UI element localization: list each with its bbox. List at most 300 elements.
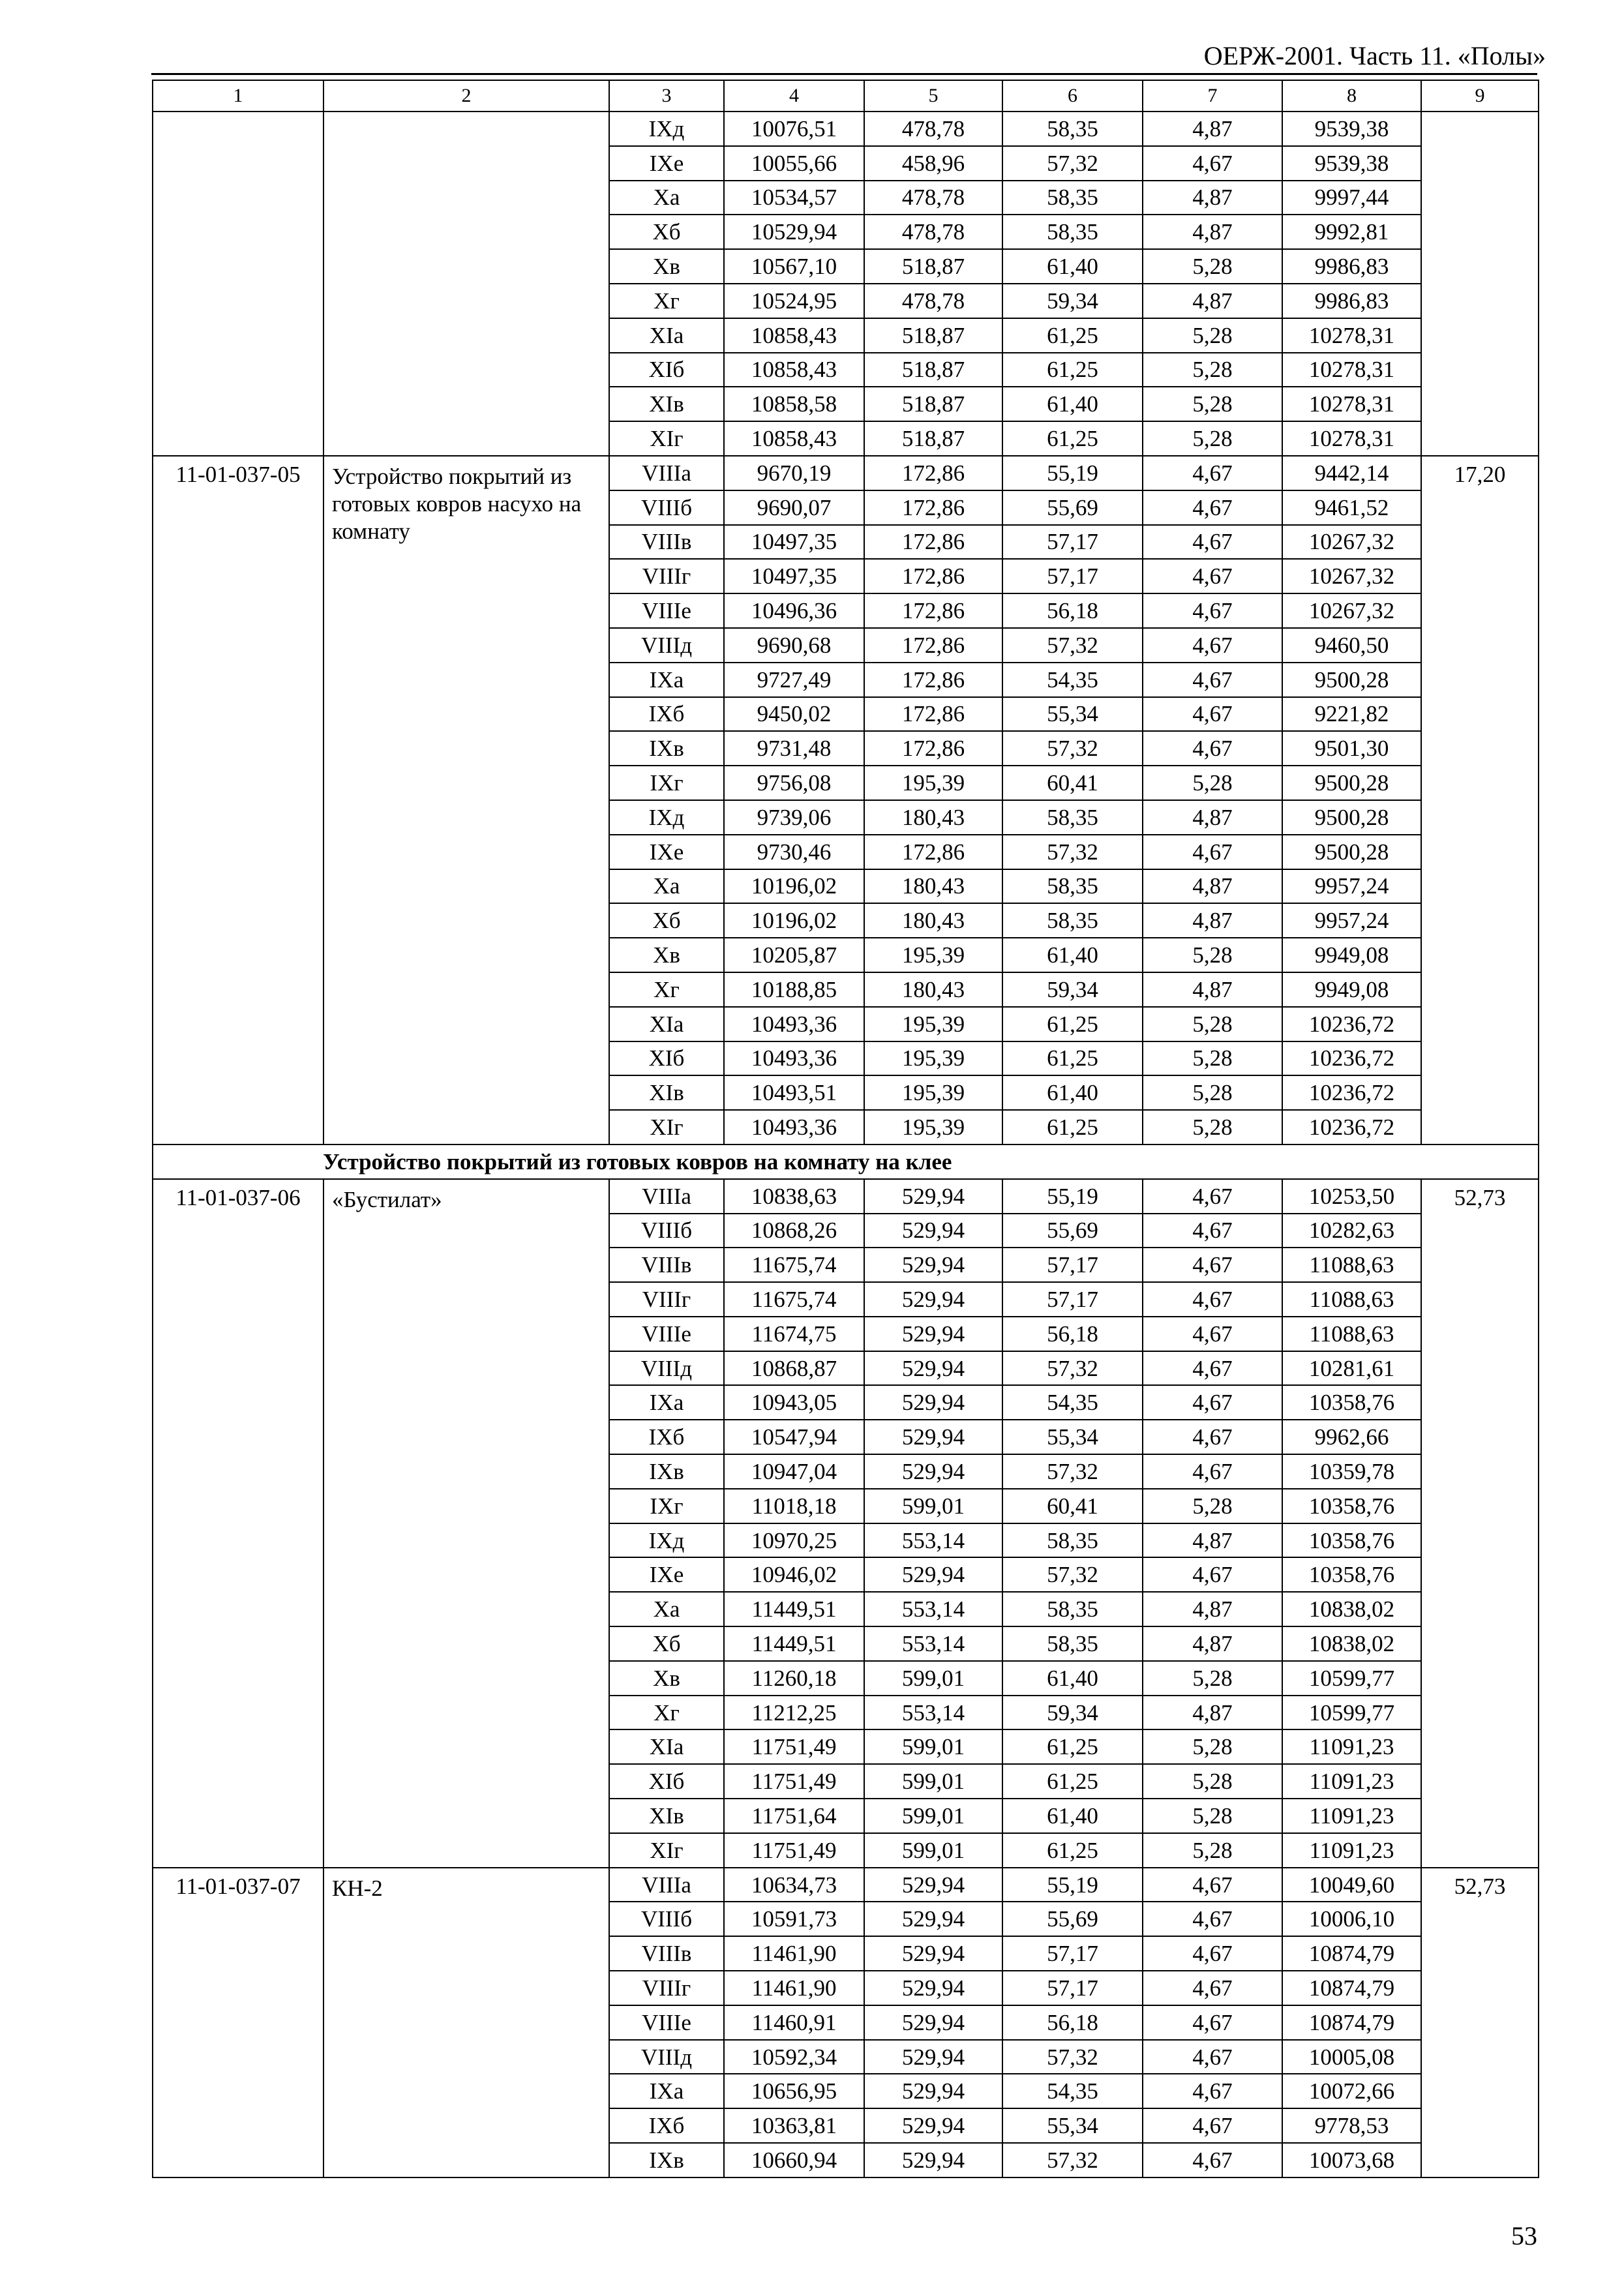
direct-cost-cell: 10634,73	[724, 1868, 864, 1902]
operator-wage-cell: 4,67	[1143, 1179, 1282, 1214]
labor-norm-cell	[1421, 112, 1539, 456]
table-row	[153, 456, 1539, 490]
direct-cost-cell: 10858,43	[724, 421, 864, 456]
labor-wage-cell: 195,39	[864, 1041, 1002, 1076]
materials-cost-cell: 10278,31	[1282, 353, 1421, 387]
page-header-title: ОЕРЖ-2001. Часть 11. «Полы»	[1203, 41, 1546, 70]
materials-cost-cell: 9949,08	[1282, 972, 1421, 1007]
materials-cost-cell: 10073,68	[1282, 2143, 1421, 2177]
operator-wage-cell: 4,67	[1143, 593, 1282, 628]
zone-cell: IXд	[609, 800, 724, 835]
labor-wage-cell: 172,86	[864, 456, 1002, 490]
direct-cost-cell: 10946,02	[724, 1557, 864, 1592]
labor-wage-cell: 553,14	[864, 1696, 1002, 1730]
materials-cost-cell: 10049,60	[1282, 1868, 1421, 1902]
direct-cost-cell: 10660,94	[724, 2143, 864, 2177]
operator-wage-cell: 4,67	[1143, 2040, 1282, 2074]
labor-wage-cell: 529,94	[864, 2143, 1002, 2177]
operator-wage-cell: 5,28	[1143, 938, 1282, 972]
labor-wage-cell: 478,78	[864, 112, 1002, 146]
direct-cost-cell: 10205,87	[724, 938, 864, 972]
labor-wage-cell: 529,94	[864, 2005, 1002, 2040]
machine-cost-cell: 57,17	[1002, 1936, 1143, 1971]
materials-cost-cell: 10236,72	[1282, 1075, 1421, 1110]
labor-wage-cell: 172,86	[864, 525, 1002, 560]
zone-cell: XIг	[609, 1110, 724, 1144]
machine-cost-cell: 61,25	[1002, 1110, 1143, 1144]
materials-cost-cell: 9992,81	[1282, 215, 1421, 249]
machine-cost-cell: 61,40	[1002, 938, 1143, 972]
machine-cost-cell: 57,32	[1002, 835, 1143, 869]
materials-cost-cell: 9986,83	[1282, 284, 1421, 318]
materials-cost-cell: 10358,76	[1282, 1385, 1421, 1420]
materials-cost-cell: 10006,10	[1282, 1902, 1421, 1936]
zone-cell: XIа	[609, 1007, 724, 1041]
labor-wage-cell: 529,94	[864, 1902, 1002, 1936]
work-name-cell	[323, 112, 609, 456]
materials-cost-cell: 11088,63	[1282, 1317, 1421, 1351]
operator-wage-cell: 4,67	[1143, 835, 1282, 869]
direct-cost-cell: 10524,95	[724, 284, 864, 318]
machine-cost-cell: 61,25	[1002, 1041, 1143, 1076]
labor-wage-cell: 172,86	[864, 731, 1002, 766]
zone-cell: Xв	[609, 249, 724, 284]
work-name-cell: «Бустилат»	[323, 1179, 609, 1868]
labor-wage-cell: 529,94	[864, 1317, 1002, 1351]
direct-cost-cell: 11751,64	[724, 1799, 864, 1833]
materials-cost-cell: 9460,50	[1282, 628, 1421, 663]
operator-wage-cell: 4,67	[1143, 525, 1282, 560]
machine-cost-cell: 61,25	[1002, 318, 1143, 353]
labor-wage-cell: 478,78	[864, 215, 1002, 249]
operator-wage-cell: 4,87	[1143, 903, 1282, 938]
machine-cost-cell: 55,69	[1002, 490, 1143, 525]
zone-cell: Xб	[609, 1626, 724, 1661]
rate-code-cell: 11-01-037-05	[153, 456, 323, 1144]
machine-cost-cell: 57,32	[1002, 628, 1143, 663]
labor-wage-cell: 529,94	[864, 1454, 1002, 1489]
materials-cost-cell: 11088,63	[1282, 1248, 1421, 1282]
zone-cell: IXа	[609, 1385, 724, 1420]
materials-cost-cell: 10236,72	[1282, 1110, 1421, 1144]
machine-cost-cell: 58,35	[1002, 1592, 1143, 1626]
direct-cost-cell: 10858,43	[724, 318, 864, 353]
materials-cost-cell: 11091,23	[1282, 1799, 1421, 1833]
column-header: 4	[724, 80, 864, 112]
zone-cell: IXб	[609, 1420, 724, 1454]
zone-cell: XIб	[609, 1041, 724, 1076]
direct-cost-cell: 10868,87	[724, 1351, 864, 1386]
materials-cost-cell: 10278,31	[1282, 387, 1421, 421]
labor-wage-cell: 172,86	[864, 593, 1002, 628]
machine-cost-cell: 59,34	[1002, 972, 1143, 1007]
operator-wage-cell: 4,67	[1143, 1248, 1282, 1282]
zone-cell: VIIIб	[609, 1214, 724, 1248]
operator-wage-cell: 4,67	[1143, 1420, 1282, 1454]
materials-cost-cell: 10005,08	[1282, 2040, 1421, 2074]
direct-cost-cell: 9731,48	[724, 731, 864, 766]
direct-cost-cell: 10529,94	[724, 215, 864, 249]
materials-cost-cell: 10278,31	[1282, 421, 1421, 456]
operator-wage-cell: 4,67	[1143, 1971, 1282, 2005]
labor-wage-cell: 599,01	[864, 1729, 1002, 1764]
column-header: 3	[609, 80, 724, 112]
machine-cost-cell: 59,34	[1002, 1696, 1143, 1730]
direct-cost-cell: 9670,19	[724, 456, 864, 490]
direct-cost-cell: 11751,49	[724, 1729, 864, 1764]
labor-wage-cell: 518,87	[864, 318, 1002, 353]
operator-wage-cell: 5,28	[1143, 1764, 1282, 1799]
zone-cell: VIIIа	[609, 1179, 724, 1214]
operator-wage-cell: 4,67	[1143, 663, 1282, 697]
machine-cost-cell: 58,35	[1002, 1626, 1143, 1661]
operator-wage-cell: 4,67	[1143, 456, 1282, 490]
operator-wage-cell: 4,67	[1143, 1317, 1282, 1351]
rate-code-cell: 11-01-037-06	[153, 1179, 323, 1868]
direct-cost-cell: 10858,43	[724, 353, 864, 387]
direct-cost-cell: 10947,04	[724, 1454, 864, 1489]
machine-cost-cell: 57,32	[1002, 1557, 1143, 1592]
operator-wage-cell: 5,28	[1143, 249, 1282, 284]
zone-cell: VIIIг	[609, 1971, 724, 2005]
labor-wage-cell: 599,01	[864, 1833, 1002, 1868]
materials-cost-cell: 9500,28	[1282, 800, 1421, 835]
column-number-row	[153, 80, 1539, 112]
section-heading	[153, 1144, 1539, 1179]
labor-wage-cell: 180,43	[864, 903, 1002, 938]
machine-cost-cell: 55,34	[1002, 1420, 1143, 1454]
labor-wage-cell: 529,94	[864, 1248, 1002, 1282]
page-number: 53	[1511, 2221, 1537, 2251]
machine-cost-cell: 61,40	[1002, 1661, 1143, 1696]
direct-cost-cell: 9730,46	[724, 835, 864, 869]
machine-cost-cell: 61,40	[1002, 1799, 1143, 1833]
labor-wage-cell: 529,94	[864, 2108, 1002, 2143]
labor-wage-cell: 518,87	[864, 421, 1002, 456]
header-rule	[151, 73, 1537, 75]
labor-wage-cell: 599,01	[864, 1799, 1002, 1833]
labor-wage-cell: 195,39	[864, 938, 1002, 972]
direct-cost-cell: 11449,51	[724, 1626, 864, 1661]
labor-wage-cell: 518,87	[864, 387, 1002, 421]
direct-cost-cell: 10076,51	[724, 112, 864, 146]
rate-code-cell: 11-01-037-07	[153, 1868, 323, 2177]
machine-cost-cell: 58,35	[1002, 903, 1143, 938]
zone-cell: VIIIв	[609, 525, 724, 560]
zone-cell: VIIIд	[609, 1351, 724, 1386]
labor-wage-cell: 195,39	[864, 1075, 1002, 1110]
operator-wage-cell: 4,67	[1143, 2005, 1282, 2040]
direct-cost-cell: 10858,58	[724, 387, 864, 421]
section-heading-text: Устройство покрытий из готовых ковров на комнату на клее	[323, 1148, 952, 1174]
operator-wage-cell: 5,28	[1143, 766, 1282, 800]
zone-cell: IXд	[609, 112, 724, 146]
materials-cost-cell: 9539,38	[1282, 146, 1421, 181]
materials-cost-cell: 9500,28	[1282, 766, 1421, 800]
labor-wage-cell: 529,94	[864, 1868, 1002, 1902]
zone-cell: IXб	[609, 2108, 724, 2143]
direct-cost-cell: 9756,08	[724, 766, 864, 800]
materials-cost-cell: 9442,14	[1282, 456, 1421, 490]
operator-wage-cell: 4,67	[1143, 1282, 1282, 1317]
machine-cost-cell: 57,32	[1002, 731, 1143, 766]
machine-cost-cell: 56,18	[1002, 1317, 1143, 1351]
labor-wage-cell: 180,43	[864, 972, 1002, 1007]
operator-wage-cell: 4,87	[1143, 800, 1282, 835]
labor-norm-cell: 52,73	[1421, 1179, 1539, 1868]
operator-wage-cell: 4,67	[1143, 1454, 1282, 1489]
labor-wage-cell: 529,94	[864, 1420, 1002, 1454]
zone-cell: IXе	[609, 146, 724, 181]
machine-cost-cell: 57,32	[1002, 2143, 1143, 2177]
zone-cell: XIг	[609, 421, 724, 456]
work-name-cell: КН-2	[323, 1868, 609, 2177]
zone-cell: XIв	[609, 1799, 724, 1833]
column-header: 2	[323, 80, 609, 112]
machine-cost-cell: 61,25	[1002, 353, 1143, 387]
operator-wage-cell: 5,28	[1143, 1661, 1282, 1696]
zone-cell: IXв	[609, 2143, 724, 2177]
direct-cost-cell: 10547,94	[724, 1420, 864, 1454]
zone-cell: XIг	[609, 1833, 724, 1868]
operator-wage-cell: 5,28	[1143, 1075, 1282, 1110]
column-header: 9	[1421, 80, 1539, 112]
zone-cell: Xа	[609, 181, 724, 215]
zone-cell: XIб	[609, 353, 724, 387]
direct-cost-cell: 10196,02	[724, 869, 864, 904]
zone-cell: XIа	[609, 1729, 724, 1764]
operator-wage-cell: 4,67	[1143, 2108, 1282, 2143]
machine-cost-cell: 54,35	[1002, 663, 1143, 697]
materials-cost-cell: 10282,63	[1282, 1214, 1421, 1248]
direct-cost-cell: 10188,85	[724, 972, 864, 1007]
operator-wage-cell: 5,28	[1143, 1833, 1282, 1868]
labor-wage-cell: 529,94	[864, 1351, 1002, 1386]
direct-cost-cell: 11751,49	[724, 1833, 864, 1868]
direct-cost-cell: 10196,02	[724, 903, 864, 938]
materials-cost-cell: 11091,23	[1282, 1729, 1421, 1764]
direct-cost-cell: 10493,36	[724, 1110, 864, 1144]
labor-wage-cell: 172,86	[864, 835, 1002, 869]
machine-cost-cell: 57,17	[1002, 559, 1143, 593]
direct-cost-cell: 10493,36	[724, 1041, 864, 1076]
materials-cost-cell: 10874,79	[1282, 1936, 1421, 1971]
labor-wage-cell: 172,86	[864, 663, 1002, 697]
operator-wage-cell: 4,87	[1143, 869, 1282, 904]
direct-cost-cell: 11675,74	[724, 1248, 864, 1282]
machine-cost-cell: 56,18	[1002, 2005, 1143, 2040]
labor-norm-cell: 17,20	[1421, 456, 1539, 1144]
materials-cost-cell: 10838,02	[1282, 1592, 1421, 1626]
materials-cost-cell: 10874,79	[1282, 2005, 1421, 2040]
zone-cell: VIIIд	[609, 628, 724, 663]
operator-wage-cell: 4,67	[1143, 731, 1282, 766]
direct-cost-cell: 10534,57	[724, 181, 864, 215]
materials-cost-cell: 9949,08	[1282, 938, 1421, 972]
operator-wage-cell: 5,28	[1143, 1489, 1282, 1523]
machine-cost-cell: 57,32	[1002, 1351, 1143, 1386]
materials-cost-cell: 10281,61	[1282, 1351, 1421, 1386]
direct-cost-cell: 10493,51	[724, 1075, 864, 1110]
machine-cost-cell: 54,35	[1002, 1385, 1143, 1420]
direct-cost-cell: 10055,66	[724, 146, 864, 181]
operator-wage-cell: 5,28	[1143, 353, 1282, 387]
direct-cost-cell: 9739,06	[724, 800, 864, 835]
operator-wage-cell: 4,67	[1143, 559, 1282, 593]
operator-wage-cell: 5,28	[1143, 1041, 1282, 1076]
direct-cost-cell: 9690,07	[724, 490, 864, 525]
machine-cost-cell: 55,19	[1002, 456, 1143, 490]
operator-wage-cell: 4,67	[1143, 146, 1282, 181]
materials-cost-cell: 9500,28	[1282, 835, 1421, 869]
zone-cell: VIIIв	[609, 1936, 724, 1971]
zone-cell: VIIIа	[609, 1868, 724, 1902]
zone-cell: VIIIе	[609, 593, 724, 628]
direct-cost-cell: 10497,35	[724, 525, 864, 560]
operator-wage-cell: 4,67	[1143, 1902, 1282, 1936]
machine-cost-cell: 57,32	[1002, 2040, 1143, 2074]
operator-wage-cell: 4,67	[1143, 490, 1282, 525]
materials-cost-cell: 9539,38	[1282, 112, 1421, 146]
direct-cost-cell: 10567,10	[724, 249, 864, 284]
machine-cost-cell: 55,34	[1002, 2108, 1143, 2143]
zone-cell: VIIIд	[609, 2040, 724, 2074]
labor-wage-cell: 553,14	[864, 1523, 1002, 1558]
machine-cost-cell: 56,18	[1002, 593, 1143, 628]
labor-wage-cell: 529,94	[864, 2040, 1002, 2074]
machine-cost-cell: 55,19	[1002, 1179, 1143, 1214]
machine-cost-cell: 61,40	[1002, 1075, 1143, 1110]
column-header: 5	[864, 80, 1002, 112]
machine-cost-cell: 54,35	[1002, 2074, 1143, 2108]
labor-wage-cell: 458,96	[864, 146, 1002, 181]
zone-cell: XIа	[609, 318, 724, 353]
labor-norm-cell: 52,73	[1421, 1868, 1539, 2177]
zone-cell: Xв	[609, 1661, 724, 1696]
direct-cost-cell: 11751,49	[724, 1764, 864, 1799]
materials-cost-cell: 10359,78	[1282, 1454, 1421, 1489]
operator-wage-cell: 4,87	[1143, 1592, 1282, 1626]
materials-cost-cell: 10072,66	[1282, 2074, 1421, 2108]
machine-cost-cell: 57,17	[1002, 1248, 1143, 1282]
direct-cost-cell: 11260,18	[724, 1661, 864, 1696]
labor-wage-cell: 529,94	[864, 1282, 1002, 1317]
materials-cost-cell: 11091,23	[1282, 1833, 1421, 1868]
direct-cost-cell: 10970,25	[724, 1523, 864, 1558]
materials-cost-cell: 10358,76	[1282, 1557, 1421, 1592]
operator-wage-cell: 5,28	[1143, 318, 1282, 353]
machine-cost-cell: 58,35	[1002, 869, 1143, 904]
machine-cost-cell: 57,17	[1002, 1282, 1143, 1317]
materials-cost-cell: 10267,32	[1282, 593, 1421, 628]
operator-wage-cell: 4,67	[1143, 2143, 1282, 2177]
zone-cell: Xв	[609, 938, 724, 972]
zone-cell: VIIIа	[609, 456, 724, 490]
zone-cell: IXд	[609, 1523, 724, 1558]
direct-cost-cell: 10838,63	[724, 1179, 864, 1214]
machine-cost-cell: 61,40	[1002, 249, 1143, 284]
operator-wage-cell: 4,67	[1143, 1385, 1282, 1420]
zone-cell: IXа	[609, 663, 724, 697]
machine-cost-cell: 55,34	[1002, 697, 1143, 732]
materials-cost-cell: 9501,30	[1282, 731, 1421, 766]
zone-cell: Xг	[609, 1696, 724, 1730]
table-row	[153, 1868, 1539, 1902]
labor-wage-cell: 195,39	[864, 766, 1002, 800]
operator-wage-cell: 4,87	[1143, 112, 1282, 146]
direct-cost-cell: 10868,26	[724, 1214, 864, 1248]
machine-cost-cell: 59,34	[1002, 284, 1143, 318]
zone-cell: Xб	[609, 215, 724, 249]
labor-wage-cell: 599,01	[864, 1764, 1002, 1799]
column-header: 6	[1002, 80, 1143, 112]
materials-cost-cell: 9957,24	[1282, 903, 1421, 938]
table-row	[153, 1179, 1539, 1214]
zone-cell: Xа	[609, 1592, 724, 1626]
direct-cost-cell: 9690,68	[724, 628, 864, 663]
labor-wage-cell: 529,94	[864, 1971, 1002, 2005]
direct-cost-cell: 11461,90	[724, 1936, 864, 1971]
labor-wage-cell: 529,94	[864, 1179, 1002, 1214]
section-heading-row	[153, 1144, 1539, 1179]
machine-cost-cell: 61,25	[1002, 1764, 1143, 1799]
operator-wage-cell: 4,67	[1143, 628, 1282, 663]
materials-cost-cell: 9500,28	[1282, 663, 1421, 697]
materials-cost-cell: 10599,77	[1282, 1696, 1421, 1730]
labor-wage-cell: 529,94	[864, 2074, 1002, 2108]
labor-wage-cell: 553,14	[864, 1626, 1002, 1661]
machine-cost-cell: 61,25	[1002, 421, 1143, 456]
labor-wage-cell: 599,01	[864, 1489, 1002, 1523]
labor-wage-cell: 478,78	[864, 284, 1002, 318]
labor-wage-cell: 529,94	[864, 1936, 1002, 1971]
operator-wage-cell: 5,28	[1143, 1110, 1282, 1144]
operator-wage-cell: 4,67	[1143, 1936, 1282, 1971]
materials-cost-cell: 10267,32	[1282, 525, 1421, 560]
machine-cost-cell: 57,17	[1002, 525, 1143, 560]
direct-cost-cell: 11675,74	[724, 1282, 864, 1317]
operator-wage-cell: 4,87	[1143, 284, 1282, 318]
direct-cost-cell: 11674,75	[724, 1317, 864, 1351]
machine-cost-cell: 61,25	[1002, 1833, 1143, 1868]
labor-wage-cell: 172,86	[864, 628, 1002, 663]
operator-wage-cell: 5,28	[1143, 1007, 1282, 1041]
machine-cost-cell: 55,69	[1002, 1902, 1143, 1936]
direct-cost-cell: 10497,35	[724, 559, 864, 593]
materials-cost-cell: 10236,72	[1282, 1041, 1421, 1076]
operator-wage-cell: 4,67	[1143, 1868, 1282, 1902]
materials-cost-cell: 9957,24	[1282, 869, 1421, 904]
zone-cell: XIб	[609, 1764, 724, 1799]
labor-wage-cell: 180,43	[864, 800, 1002, 835]
materials-cost-cell: 10358,76	[1282, 1523, 1421, 1558]
zone-cell: IXв	[609, 731, 724, 766]
direct-cost-cell: 11449,51	[724, 1592, 864, 1626]
direct-cost-cell: 11461,90	[724, 1971, 864, 2005]
direct-cost-cell: 11018,18	[724, 1489, 864, 1523]
zone-cell: IXб	[609, 697, 724, 732]
direct-cost-cell: 10363,81	[724, 2108, 864, 2143]
table-row	[153, 112, 1539, 146]
zone-cell: VIIIе	[609, 1317, 724, 1351]
machine-cost-cell: 55,19	[1002, 1868, 1143, 1902]
price-table	[152, 80, 1539, 2178]
operator-wage-cell: 4,67	[1143, 697, 1282, 732]
materials-cost-cell: 10599,77	[1282, 1661, 1421, 1696]
operator-wage-cell: 5,28	[1143, 1729, 1282, 1764]
labor-wage-cell: 529,94	[864, 1214, 1002, 1248]
materials-cost-cell: 10278,31	[1282, 318, 1421, 353]
